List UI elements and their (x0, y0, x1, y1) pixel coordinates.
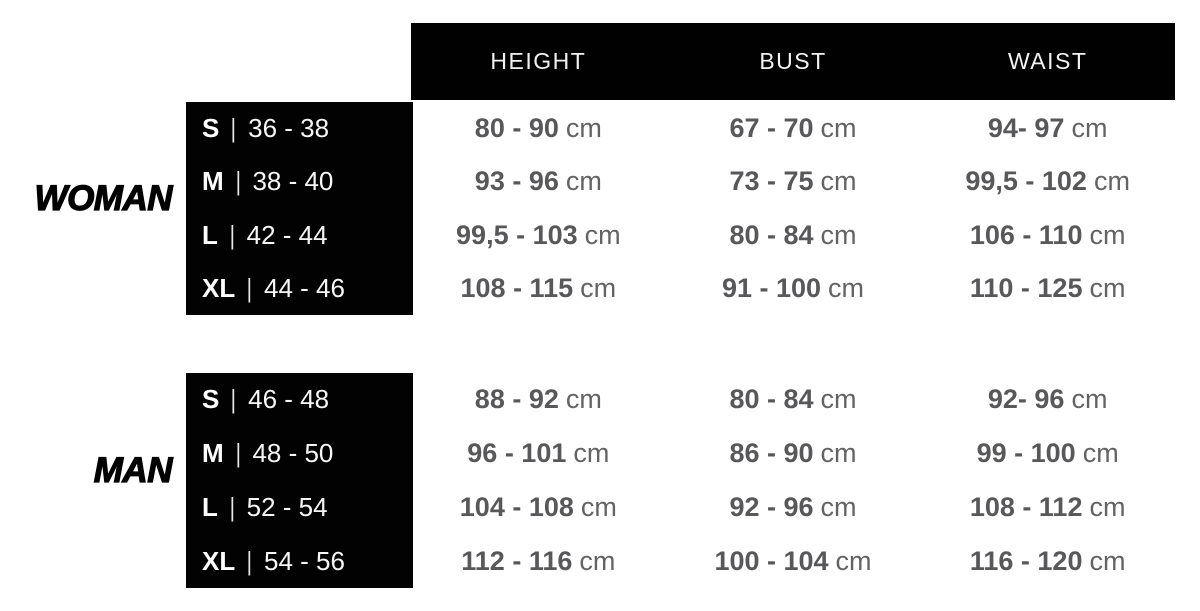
value: 93 - 96 (474, 166, 559, 197)
value: 108 - 112 (969, 491, 1083, 522)
unit-label: cm (584, 219, 621, 250)
size-letter: S (202, 384, 220, 415)
size-separator: | (231, 384, 237, 415)
unit-label: cm (1089, 545, 1126, 576)
man-s-height (411, 373, 666, 427)
man-m-waist (920, 427, 1175, 481)
value: 108 - 115 (460, 272, 574, 303)
unit-label: cm (580, 272, 617, 303)
size-range: 54 - 56 (264, 545, 345, 576)
man-m-height (411, 427, 666, 481)
value: 99,5 - 102 (965, 166, 1087, 197)
woman-s-waist (920, 102, 1175, 155)
value: 80 - 84 (729, 219, 814, 250)
size-range: 42 - 44 (246, 219, 328, 250)
woman-measurements-grid (411, 102, 1175, 315)
unit-label: cm (1089, 491, 1126, 522)
woman-size-row-l (186, 209, 413, 262)
unit-label: cm (1082, 438, 1119, 469)
woman-group-label: WOMAN (34, 179, 172, 218)
unit-label: cm (580, 491, 617, 522)
man-size-box (186, 373, 413, 588)
value: 94- 97 (987, 113, 1065, 144)
size-letter: XL (202, 545, 236, 576)
man-xl-bust (666, 534, 921, 588)
man-m-bust (666, 427, 921, 481)
woman-s-bust (666, 102, 921, 155)
header-cell-waist: WAIST (1007, 48, 1088, 74)
value: 104 - 108 (459, 491, 574, 522)
value: 110 - 125 (969, 272, 1083, 303)
unit-label: cm (579, 545, 616, 576)
value: 92 - 96 (729, 491, 814, 522)
value: 96 - 101 (467, 438, 567, 469)
value: 112 - 116 (461, 545, 573, 576)
unit-label: cm (828, 272, 865, 303)
unit-label: cm (1093, 166, 1130, 197)
woman-l-height (411, 209, 666, 262)
value: 99 - 100 (976, 438, 1076, 469)
size-separator: | (229, 491, 235, 522)
woman-m-bust (666, 155, 921, 208)
value: 73 - 75 (729, 166, 814, 197)
measurement-header-bar (411, 23, 1175, 100)
size-range: 48 - 50 (252, 438, 334, 469)
value: 67 - 70 (729, 113, 814, 144)
man-measurements-grid (411, 373, 1175, 588)
man-size-row-xl (186, 534, 413, 588)
unit-label: cm (820, 113, 857, 144)
size-separator: | (231, 113, 237, 144)
value: 80 - 90 (474, 113, 559, 144)
man-l-bust (666, 481, 921, 535)
value: 88 - 92 (474, 384, 559, 415)
header-cell-height: HEIGHT (490, 48, 587, 74)
man-size-row-m (186, 427, 413, 481)
size-range: 36 - 38 (248, 113, 330, 144)
size-range: 46 - 48 (248, 384, 330, 415)
man-size-row-s (186, 373, 413, 427)
unit-label: cm (820, 219, 857, 250)
woman-s-height (411, 102, 666, 155)
value: 116 - 120 (969, 545, 1083, 576)
man-l-height (411, 481, 666, 535)
unit-label: cm (1071, 113, 1108, 144)
size-letter: L (202, 219, 218, 250)
woman-m-height (411, 155, 666, 208)
unit-label: cm (565, 166, 602, 197)
woman-size-row-xl (186, 262, 413, 315)
value: 86 - 90 (729, 438, 814, 469)
size-letter: M (202, 438, 224, 469)
value: 91 - 100 (721, 272, 822, 303)
size-range: 44 - 46 (264, 272, 345, 303)
value: 106 - 110 (969, 219, 1083, 250)
man-xl-height (411, 534, 666, 588)
header-cell-bust: BUST (759, 48, 827, 74)
size-separator: | (246, 545, 253, 576)
value: 92- 96 (987, 384, 1065, 415)
size-range: 52 - 54 (246, 491, 328, 522)
woman-m-waist (920, 155, 1175, 208)
woman-size-row-s (186, 102, 413, 155)
size-separator: | (246, 272, 253, 303)
woman-size-box (186, 102, 413, 315)
unit-label: cm (573, 438, 610, 469)
unit-label: cm (1071, 384, 1108, 415)
unit-label: cm (820, 384, 857, 415)
size-letter: S (202, 113, 220, 144)
woman-xl-height (411, 262, 666, 315)
unit-label: cm (820, 166, 857, 197)
man-l-waist (920, 481, 1175, 535)
woman-l-waist (920, 209, 1175, 262)
value: 99,5 - 103 (456, 219, 578, 250)
value: 100 - 104 (714, 545, 829, 576)
unit-label: cm (565, 384, 602, 415)
unit-label: cm (1089, 272, 1126, 303)
value: 80 - 84 (729, 384, 814, 415)
woman-xl-bust (666, 262, 921, 315)
woman-size-row-m (186, 155, 413, 208)
unit-label: cm (820, 491, 857, 522)
man-size-row-l (186, 481, 413, 535)
man-group-label: MAN (93, 451, 172, 490)
woman-l-bust (666, 209, 921, 262)
size-separator: | (235, 438, 241, 469)
man-s-bust (666, 373, 921, 427)
size-range: 38 - 40 (252, 166, 334, 197)
size-letter: XL (202, 272, 236, 303)
size-letter: M (202, 166, 224, 197)
size-separator: | (229, 219, 235, 250)
unit-label: cm (835, 545, 872, 576)
man-xl-waist (920, 534, 1175, 588)
size-separator: | (235, 166, 241, 197)
unit-label: cm (1089, 219, 1126, 250)
woman-xl-waist (920, 262, 1175, 315)
unit-label: cm (565, 113, 602, 144)
size-letter: L (202, 491, 218, 522)
unit-label: cm (820, 438, 857, 469)
man-s-waist (920, 373, 1175, 427)
